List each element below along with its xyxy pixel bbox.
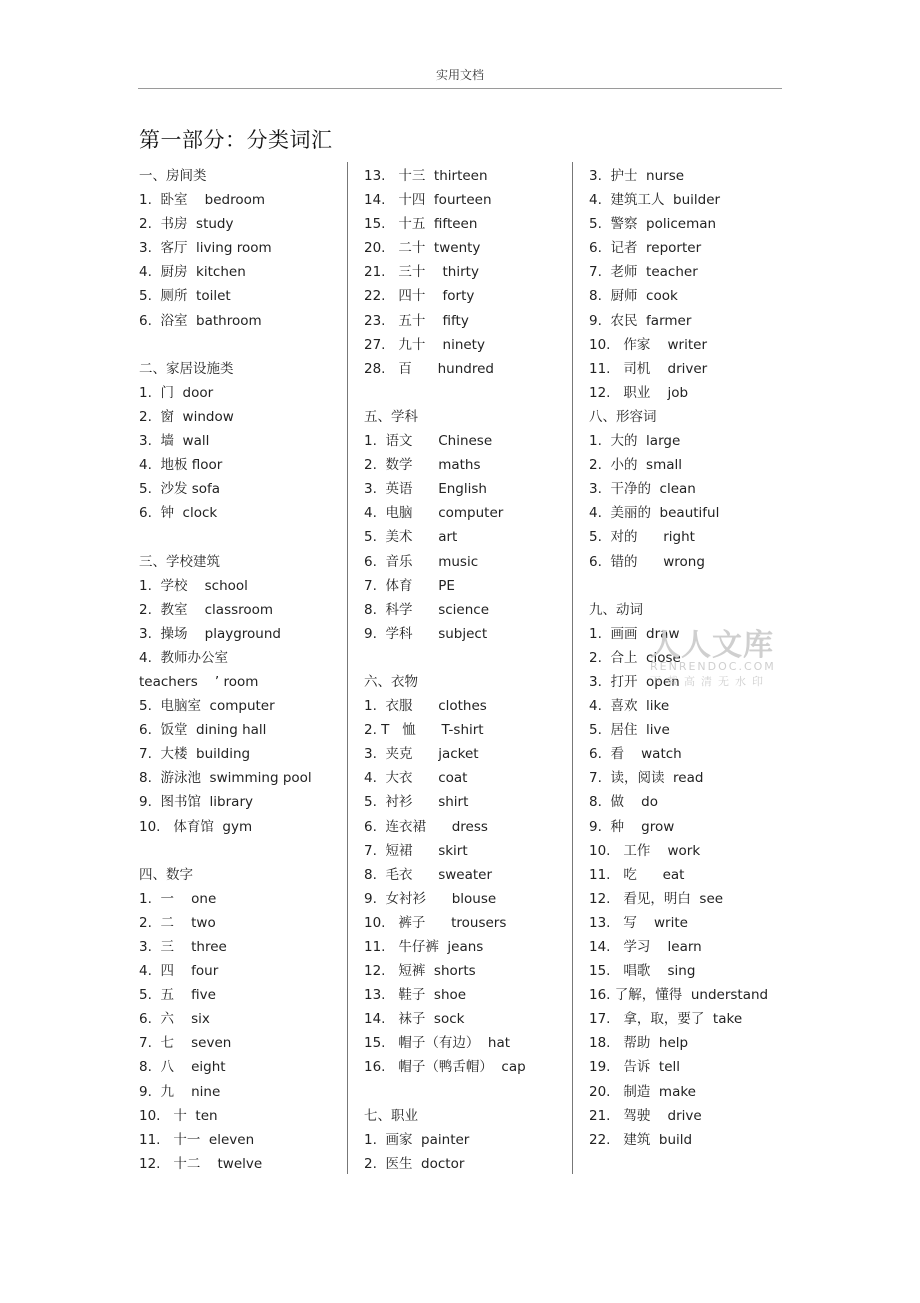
vocab-item: 21. 驾驶 drive <box>589 1107 702 1124</box>
blank-line <box>139 333 344 357</box>
vocab-item: 13. 写 write <box>589 914 688 931</box>
vocab-item: 5. 五 five <box>139 987 216 1004</box>
vocab-item: 1. 大的 large <box>589 433 681 450</box>
watermark-tagline: 下载高清无水印 <box>650 675 769 688</box>
vocab-item: 2. 书房 study <box>139 216 234 233</box>
vocab-item: 8. 游泳池 swimming pool <box>139 770 312 787</box>
blank-line <box>364 646 569 670</box>
vocab-item: 6. 连衣裙 dress <box>364 818 488 835</box>
watermark-url: RENRENDOC.COM <box>650 660 776 673</box>
vocab-item: 5. 警察 policeman <box>589 216 717 233</box>
vocab-item: 12. 十二 twelve <box>139 1155 263 1172</box>
vocab-item: 14. 袜子 sock <box>364 1011 465 1028</box>
vocab-item: 9. 种 grow <box>589 818 675 835</box>
vocab-item: 3. 夹克 jacket <box>364 746 479 763</box>
vocab-item: 10. 裤子 trousers <box>364 914 507 931</box>
vocab-item: 9. 女衬衫 blouse <box>364 890 497 907</box>
vocab-item: 16. 帽子（鸭舌帽） cap <box>364 1059 526 1076</box>
vocab-item: 7. 七 seven <box>139 1035 232 1052</box>
vocab-item: 28. 百 hundred <box>364 360 494 377</box>
section-heading: 八、形容词 <box>589 408 657 425</box>
vocab-item: 11. 司机 driver <box>589 360 708 377</box>
vocab-item: 3. 护士 nurse <box>589 168 685 184</box>
vocab-item: 7. 短裙 skirt <box>364 842 468 859</box>
header-divider <box>138 88 782 89</box>
vocab-item: 5. 衬衫 shirt <box>364 794 469 811</box>
vocab-item: 5. 美术 art <box>364 529 458 546</box>
vocab-item: 2. 教室 classroom <box>139 601 274 618</box>
vocab-item: 17. 拿，取，要了 take <box>589 1011 743 1028</box>
vocab-item: 4. 建筑工人 builder <box>589 192 721 209</box>
column-divider-1 <box>347 162 348 1174</box>
vocab-item: 4. 大衣 coat <box>364 770 468 787</box>
vocab-item: 8. 做 do <box>589 794 658 811</box>
vocab-column-2 <box>364 164 569 1176</box>
vocab-item: 2. 小的 small <box>589 457 683 474</box>
vocab-item: 27. 九十 ninety <box>364 336 485 353</box>
vocab-item: 19. 告诉 tell <box>589 1059 681 1076</box>
vocab-item: 14. 学习 learn <box>589 939 702 955</box>
section-heading: 二、家居设施类 <box>139 360 234 377</box>
vocab-item: 10. 工作 work <box>589 842 701 859</box>
vocab-item: 8. 八 eight <box>139 1059 226 1076</box>
vocab-item: 1. 衣服 clothes <box>364 698 487 715</box>
section-heading: 七、职业 <box>364 1107 418 1124</box>
vocab-item: 6. 记者 reporter <box>589 240 702 257</box>
vocab-item: 18. 帮助 help <box>589 1035 689 1052</box>
vocab-item: 3. 英语 English <box>364 481 487 498</box>
vocab-item: 11. 十一 eleven <box>139 1131 255 1148</box>
vocab-item: 9. 九 nine <box>139 1083 221 1100</box>
vocab-item: 20. 制造 make <box>589 1083 696 1100</box>
vocab-item: 16. 了解，懂得 understand <box>589 987 769 1004</box>
vocab-item: 12. 短裤 shorts <box>364 963 476 980</box>
vocab-item: 3. 操场 playground <box>139 625 281 642</box>
section-heading: 五、学科 <box>364 408 418 425</box>
vocab-item: 12. 职业 job <box>589 384 689 401</box>
vocab-item: 9. 学科 subject <box>364 625 488 642</box>
vocab-item: 5. 电脑室 computer <box>139 698 275 715</box>
vocab-item: 5. 沙发 sofa <box>139 481 221 498</box>
vocab-item: 5. 居住 live <box>589 722 670 739</box>
vocab-item: 5. 厕所 toilet <box>139 288 231 305</box>
vocab-item: 6. 饭堂 dining hall <box>139 722 267 739</box>
vocab-item: 7. 读，阅读 read <box>589 770 704 787</box>
section-heading: 四、数字 <box>139 866 193 883</box>
section-heading: 三、学校建筑 <box>139 553 220 570</box>
vocab-item: 3. 客厅 living room <box>139 240 272 257</box>
section-heading: 一、房间类 <box>139 168 207 184</box>
blank-line <box>139 525 344 549</box>
vocab-item: 6. 钟 clock <box>139 505 218 522</box>
vocab-item: 13. 十三 thirteen <box>364 168 488 184</box>
vocab-item: 1. 门 door <box>139 384 214 401</box>
vocab-item: 8. 科学 science <box>364 601 490 618</box>
vocab-item: 2. 医生 doctor <box>364 1155 465 1172</box>
page-header: 实用文档 <box>435 68 484 82</box>
vocab-item: 11. 吃 eat <box>589 866 685 883</box>
vocab-item: 6. 浴室 bathroom <box>139 312 262 329</box>
vocab-item: 10. 十 ten <box>139 1107 218 1124</box>
vocab-item: 6. 看 watch <box>589 746 682 763</box>
section-heading: 六、衣物 <box>364 673 418 690</box>
vocab-item: 4. 厨房 kitchen <box>139 264 246 281</box>
vocab-item: 1. 学校 school <box>139 577 248 594</box>
vocab-item: 4. 地板 floor <box>139 457 223 474</box>
vocab-item: 1. 语文 Chinese <box>364 433 493 450</box>
vocab-item: 2. 窗 window <box>139 408 234 425</box>
vocab-item: 20. 二十 twenty <box>364 240 481 257</box>
vocab-column-1 <box>139 164 344 1176</box>
vocab-item: 7. 老师 teacher <box>589 264 698 281</box>
blank-line <box>364 381 569 405</box>
vocab-item: 1. 画家 painter <box>364 1131 470 1148</box>
vocab-item: 21. 三十 thirty <box>364 264 479 281</box>
vocab-item: 12. 看见，明白 see <box>589 890 724 907</box>
column-divider-2 <box>572 162 573 1174</box>
vocab-item: 2. 数学 maths <box>364 457 481 474</box>
vocab-item: 10. 体育馆 gym <box>139 818 253 835</box>
vocab-item: 8. 厨师 cook <box>589 288 678 305</box>
vocab-item: 2. 二 two <box>139 914 216 931</box>
vocab-item: 2. 合上 close <box>589 649 681 666</box>
vocab-item: 4. 喜欢 like <box>589 698 670 715</box>
vocab-item: 10. 作家 writer <box>589 336 707 353</box>
vocab-item: 8. 毛衣 sweater <box>364 866 493 883</box>
vocab-item: 3. 墙 wall <box>139 433 210 450</box>
vocab-item: 13. 鞋子 shoe <box>364 987 467 1004</box>
vocab-item: 11. 牛仔裤 jeans <box>364 939 484 955</box>
vocab-item: 4. 电脑 computer <box>364 505 504 522</box>
vocab-item: 22. 建筑 build <box>589 1131 693 1148</box>
vocab-item: 9. 图书馆 library <box>139 794 253 811</box>
vocab-item: 3. 干净的 clean <box>589 481 696 498</box>
vocab-item: 6. 错的 wrong <box>589 553 705 570</box>
vocab-item: 1. 一 one <box>139 890 217 907</box>
vocab-item: 4. 教师办公室 <box>139 649 228 666</box>
blank-line <box>139 839 344 863</box>
vocab-item: 7. 大楼 building <box>139 746 251 763</box>
section-heading: 九、动词 <box>589 601 643 618</box>
vocab-item: 6. 音乐 music <box>364 553 479 570</box>
vocab-item: 23. 五十 fifty <box>364 312 469 329</box>
vocab-item: 5. 对的 right <box>589 529 695 546</box>
vocab-item: 3. 打开 open <box>589 673 680 690</box>
page-title: 第一部分：分类词汇 <box>139 128 333 152</box>
blank-line <box>589 574 789 598</box>
vocab-item: teachers ’ room <box>139 673 259 690</box>
vocab-item: 15. 唱歌 sing <box>589 963 696 980</box>
vocab-item: 7. 体育 PE <box>364 577 455 594</box>
vocab-item: 4. 四 four <box>139 963 219 980</box>
vocab-item: 2. T 恤 T-shirt <box>364 722 484 739</box>
blank-line <box>364 1080 569 1104</box>
vocab-column-3 <box>589 164 789 1152</box>
vocab-item: 3. 三 three <box>139 939 227 955</box>
vocab-item: 9. 农民 farmer <box>589 312 692 329</box>
vocab-item: 15. 十五 fifteen <box>364 216 478 233</box>
vocab-item: 1. 画画 draw <box>589 625 680 642</box>
watermark-brand: 人人文库 <box>650 628 774 663</box>
vocab-item: 1. 卧室 bedroom <box>139 192 265 209</box>
vocab-item: 4. 美丽的 beautiful <box>589 505 720 522</box>
vocab-item: 14. 十四 fourteen <box>364 192 492 209</box>
vocab-item: 6. 六 six <box>139 1011 210 1028</box>
vocab-item: 22. 四十 forty <box>364 288 475 305</box>
vocab-item: 15. 帽子（有边） hat <box>364 1035 511 1052</box>
